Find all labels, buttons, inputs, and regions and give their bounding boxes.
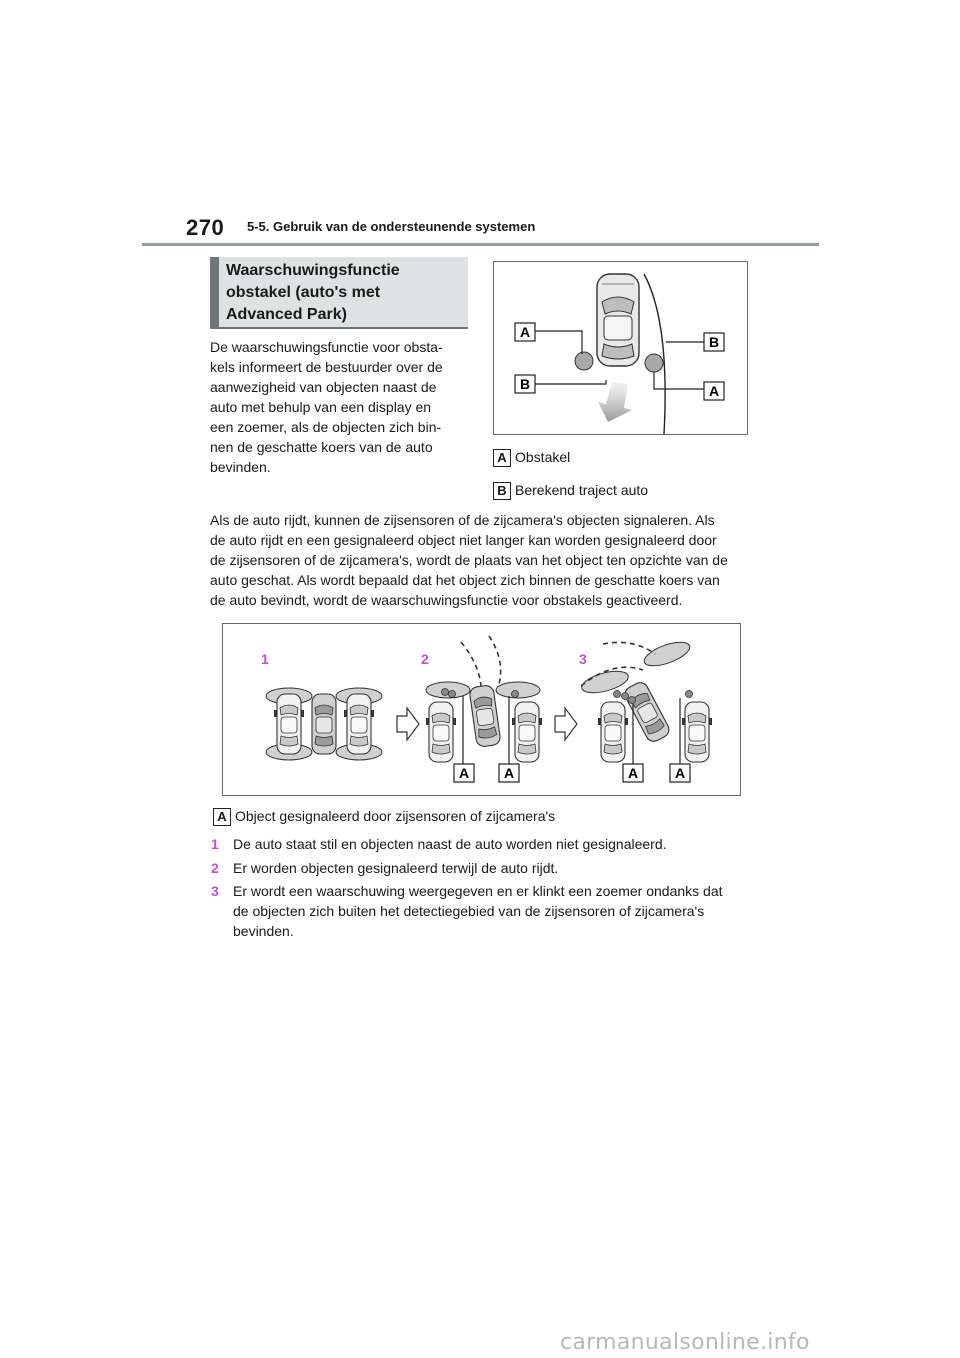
heading-line: obstakel (auto's met: [226, 284, 381, 301]
callout-b: B: [708, 334, 720, 350]
arrow-right-icon: [397, 708, 419, 740]
stage-label-2: 2: [421, 651, 429, 667]
page-number: 270: [186, 215, 225, 240]
arrow-right-icon: [555, 708, 577, 740]
legend-text: Berekend traject auto: [515, 482, 649, 498]
legend-item-obstacle: [493, 448, 571, 467]
callout-a: A: [519, 324, 531, 340]
body-line: de auto rijdt en een gesignaleerd object niet langer kan worden gesignaleerd door: [210, 532, 717, 548]
legend-badge: B: [493, 482, 511, 500]
body-line: de auto bevindt, wordt de waarschuwingsfunctie voor obstakels geactiveerd.: [210, 592, 683, 608]
body-line: de zijsensoren of de zijcamera's, wordt de plaats van het object ten opzichte van de: [210, 552, 728, 568]
legend-text: Obstakel: [515, 449, 571, 465]
intro-line: nen de geschatte koers van de auto: [210, 439, 433, 455]
header-rule: [142, 243, 819, 246]
body-line: Als de auto rijdt, kunnen de zijsensoren of de zijcamera's objecten signaleren. Als: [210, 512, 715, 528]
heading-line: Waarschuwingsfunctie: [226, 262, 400, 279]
step-number: 1: [211, 836, 219, 852]
section-heading: [210, 257, 468, 329]
stage-2-scene: [426, 636, 542, 764]
obstacle-left: [575, 352, 593, 370]
trajectory-arrow: [598, 382, 632, 422]
heading-line: Advanced Park): [226, 306, 347, 323]
section-title: 5-5. Gebruik van de ondersteunende systemen: [247, 219, 536, 234]
callout-a: A: [674, 765, 686, 781]
step-number: 2: [211, 860, 219, 876]
intro-paragraph: [210, 337, 468, 477]
intro-line: De waarschuwingsfunctie voor obsta-: [210, 339, 443, 355]
intro-line: kels informeert de bestuurder over de: [210, 359, 443, 375]
stage-1-scene: [266, 688, 382, 760]
stage-label-3: 3: [579, 651, 587, 667]
obstacle-right: [645, 354, 663, 372]
intro-line: een zoemer, als de objecten zich bin-: [210, 419, 442, 435]
legend-text: Object gesignaleerd door zijsensoren of zijcamera's: [235, 808, 556, 824]
detection-sequence-figure: [222, 623, 741, 796]
callout-a: A: [627, 765, 639, 781]
step-number: 3: [211, 883, 219, 899]
callout-a: A: [708, 383, 720, 399]
legend-item-trajectory: [493, 481, 649, 500]
step-text: De auto staat stil en objecten naast de auto worden niet gesignaleerd.: [233, 836, 667, 852]
obstacle-figure: [493, 261, 748, 435]
step-text: de objecten zich buiten het detectiegebied van de zijsensoren of zijcamera's: [233, 903, 705, 919]
obstacle-diagram: [494, 262, 747, 434]
detection-sequence-diagram: [223, 624, 740, 795]
body-paragraph: [210, 510, 750, 610]
callout-a: A: [503, 765, 515, 781]
legend-badge: A: [493, 449, 511, 467]
callout-b: B: [519, 376, 531, 392]
legend-badge: A: [213, 808, 231, 826]
step-text: Er worden objecten gesignaleerd terwijl de auto rijdt.: [233, 860, 559, 876]
step-text: Er wordt een waarschuwing weergegeven en er klinkt een zoemer ondanks dat: [233, 883, 723, 899]
legend-item-detected-object: [213, 807, 556, 826]
stage-label-1: 1: [261, 651, 269, 667]
callout-a: A: [458, 765, 470, 781]
watermark: carmanualsonline.info: [560, 1330, 810, 1355]
intro-line: auto met behulp van een display en: [210, 399, 432, 415]
step-text: bevinden.: [233, 923, 294, 939]
intro-line: bevinden.: [210, 459, 271, 475]
intro-line: aanwezigheid van objecten naast de: [210, 379, 437, 395]
car-top-view: [597, 274, 639, 366]
stage-3-scene: [579, 637, 712, 764]
body-line: auto geschat. Als wordt bepaald dat het object zich binnen de geschatte koers van: [210, 572, 720, 588]
